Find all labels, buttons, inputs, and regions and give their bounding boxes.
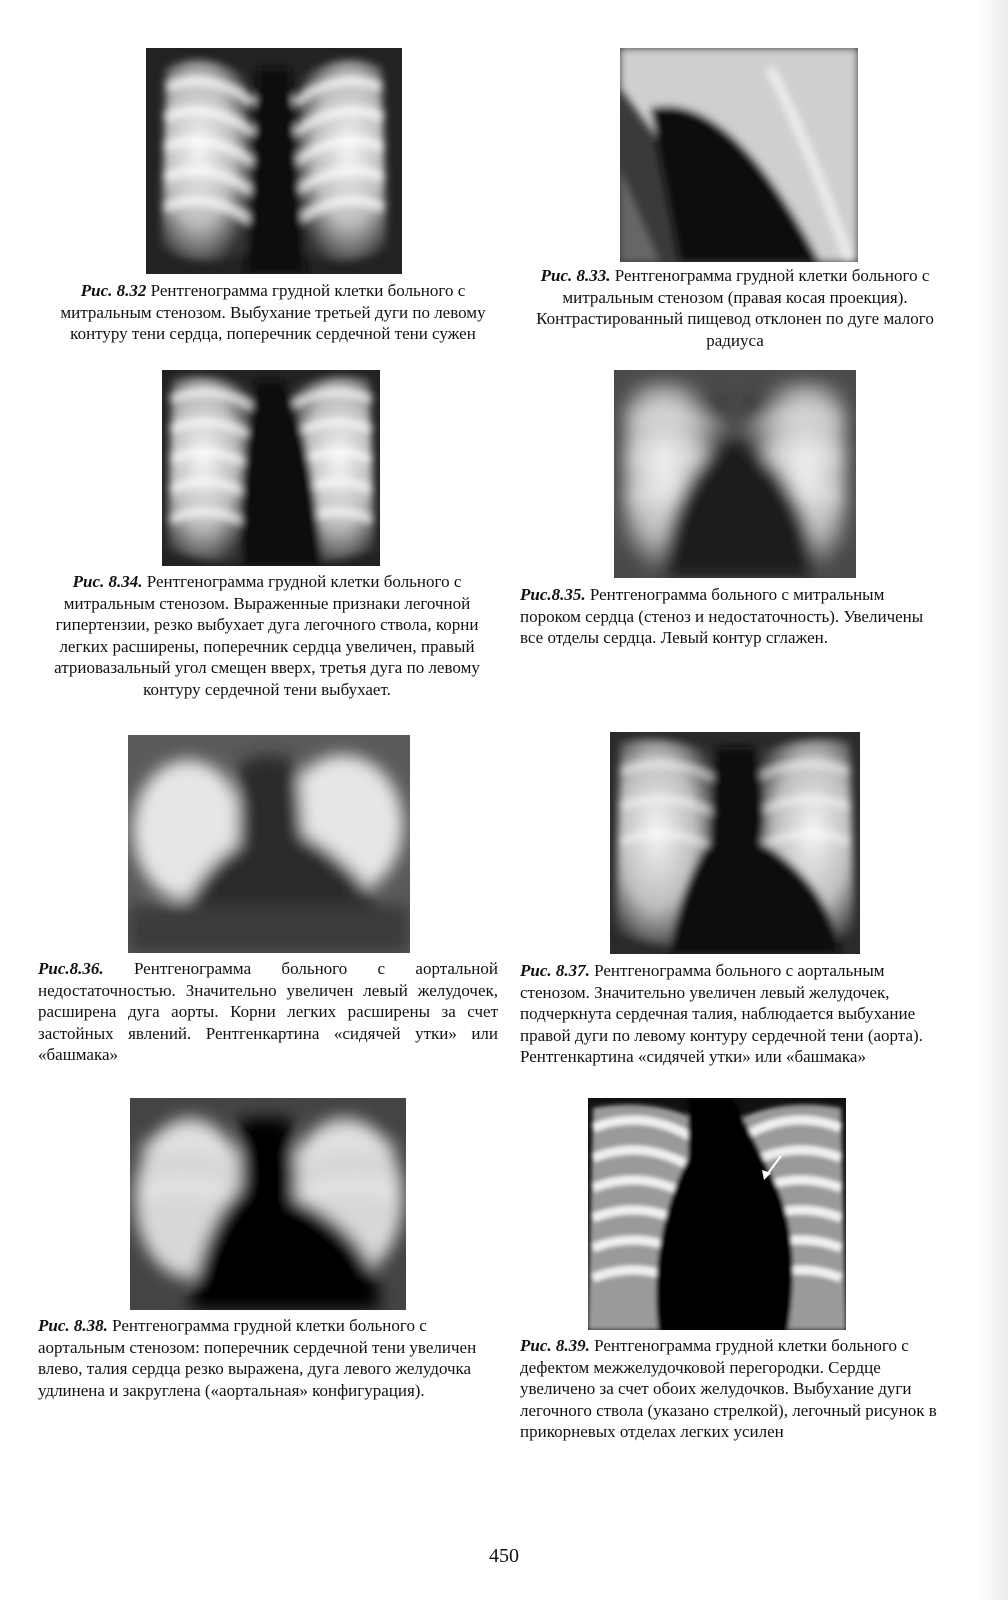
caption-text: Рентгенограмма больного с митральным пороком сердца (стеноз и недостаточность). Увеличены все отделы сердца. Левый контур сглажен. (520, 585, 924, 647)
caption-8-38 (38, 1315, 493, 1401)
page-number: 450 (489, 1545, 519, 1567)
caption-text: Рентгенограмма грудной клетки больного с дефектом межжелудочковой перегородки. Сердце увеличено за счет обоих желудочков. Выбухание дуги легочного ствола (указано стрелкой), легочный рисунок в прикорневых отделах легких усилен (520, 1336, 937, 1441)
chest-xray-8-33-image (620, 48, 858, 262)
figure-label: Рис.8.36. (38, 959, 104, 978)
figure-label: Рис. 8.38. (38, 1316, 108, 1335)
chest-xray-8-36-image (128, 735, 410, 953)
chest-xray-8-37-image (610, 732, 860, 954)
figure-label: Рис. 8.34. (72, 572, 143, 591)
caption-8-33 (520, 265, 950, 351)
figure-label: Рис. 8.33. (540, 266, 611, 285)
caption-8-37 (520, 960, 948, 1068)
caption-8-39 (520, 1335, 945, 1443)
chest-xray-8-35-image (614, 370, 856, 578)
caption-text: Рентгенограмма грудной клетки больного с митральным стенозом. Выраженные признаки легочной гипертензии, резко выбухает дуга легочного ствола, корни легких расширены, поперечник сердца увеличен, правый атриовазальный угол смещен вверх, третья дуга по левому контуру сердечной тени выбухает. (54, 572, 480, 699)
figure-label: Рис. 8.37. (520, 961, 590, 980)
chest-xray-8-38-image (130, 1098, 406, 1310)
caption-text: Рентгенограмма грудной клетки больного с митральным стенозом. Выбухание третьей дуги по левому контуру тени сердца, поперечник сердечной тени сужен (60, 281, 486, 343)
caption-text: Рентгенограмма больного с аортальной недостаточностью. Значительно увеличен левый желудочек, расширена дуга аорты. Корни легких расширены за счет застойных явлений. Рентгенкартина «сидячей утки» или «башмака» (38, 959, 498, 1064)
figure-label: Рис.8.35. (520, 585, 586, 604)
caption-8-32 (38, 280, 508, 345)
chest-xray-8-34-image (162, 370, 380, 566)
figure-label: Рис. 8.32 (80, 281, 147, 300)
chest-xray-8-32-image (146, 48, 402, 274)
figure-label: Рис. 8.39. (520, 1336, 590, 1355)
page-edge-shadow (978, 0, 1008, 1600)
caption-8-35 (520, 584, 945, 649)
caption-8-34 (38, 571, 496, 700)
caption-text: Рентгенограмма грудной клетки больного с митральным стенозом (правая косая проекция). Контрастированный пищевод отклонен по дуге малого радиуса (536, 266, 934, 350)
chest-xray-8-39-image (588, 1098, 846, 1330)
caption-8-36 (38, 958, 498, 1066)
caption-text: Рентгенограмма грудной клетки больного с аортальным стенозом: поперечник сердечной тени увеличен влево, талия сердца резко выражена, дуга левого желудочка удлинена и закруглена («аортальная» конфигурация). (38, 1316, 477, 1400)
caption-text: Рентгенограмма больного с аортальным стенозом. Значительно увеличен левый желудочек, подчеркнута сердечная талия, наблюдается выбухание правой дуги по левому контуру сердечной тени (аорта). Рентгенкартина «сидячей утки» или «башмака» (520, 961, 923, 1066)
